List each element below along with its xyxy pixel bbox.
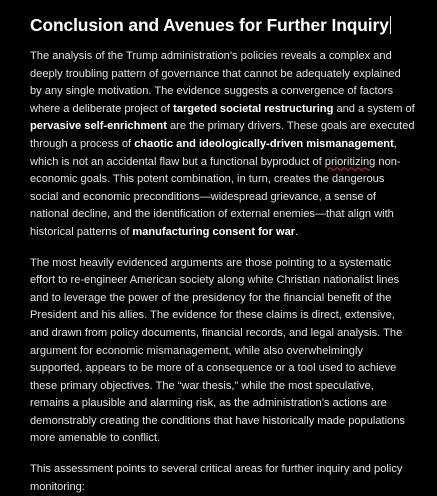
paragraph-1-text-2: and a system of <box>333 102 415 115</box>
paragraph-3[interactable]: This assessment points to several critical areas for further inquiry and policy monitoring: <box>30 463 403 493</box>
bold-phrase-self-enrichment: pervasive self-enrichment <box>30 120 167 133</box>
paragraph-2[interactable]: The most heavily evidenced arguments are those pointing to a systematic effort to re-engineer American society along white Christian nationalist lines and to leverage the power of the presidency for the financial benefit of the President and his allies. The evidence for these claims is direct, extensive, and drawn from policy documents, financial records, and legal analysis. The argument for economic mismanagement, while also overwhelmingly supported, appears to be more of a consequence or a tool used to achieve these primary objectives. The “war thesis,” while the most speculative, remains a plausible and alarming risk, as the administration’s actions are demonstrably creating the conditions that have historically made populations more amenable to conflict. <box>30 256 405 445</box>
paragraph-1-text-6: . <box>295 225 299 238</box>
paragraph-1-text-5: non-economic goals. This potent combination, in turn, creates the dangerous social and economic preconditions—widespread grievance, a sense of national decline, and the identification of external enemies—that align with historical patterns of <box>30 155 401 238</box>
paragraph-1-text-3: are the primary drivers. These goals are executed through a process of <box>30 120 415 150</box>
text-cursor <box>390 16 391 34</box>
section-heading[interactable] <box>30 14 415 36</box>
section-heading-text[interactable]: Conclusion and Avenues for Further Inquiry <box>30 15 389 35</box>
paragraph-1[interactable] <box>30 48 415 242</box>
bold-phrase-manufacturing-consent: manufacturing consent for war <box>132 225 296 238</box>
paragraph-1-text-1: The analysis of the Trump administration’s policies reveals a complex and deeply troubling pattern of governance that cannot be adequately explained by any single motivation. The evidence suggests a convergence of factors where a deliberate project of <box>30 50 401 115</box>
bold-phrase-mismanagement: chaotic and ideologically-driven mismanagement <box>134 137 394 150</box>
paragraph-1-text-4: , which is not an accidental flaw but a functional byproduct of <box>30 137 397 168</box>
spellcheck-flagged-word[interactable]: prioritizing <box>324 155 376 168</box>
bold-phrase-societal-restructuring: targeted societal restructuring <box>173 102 334 115</box>
